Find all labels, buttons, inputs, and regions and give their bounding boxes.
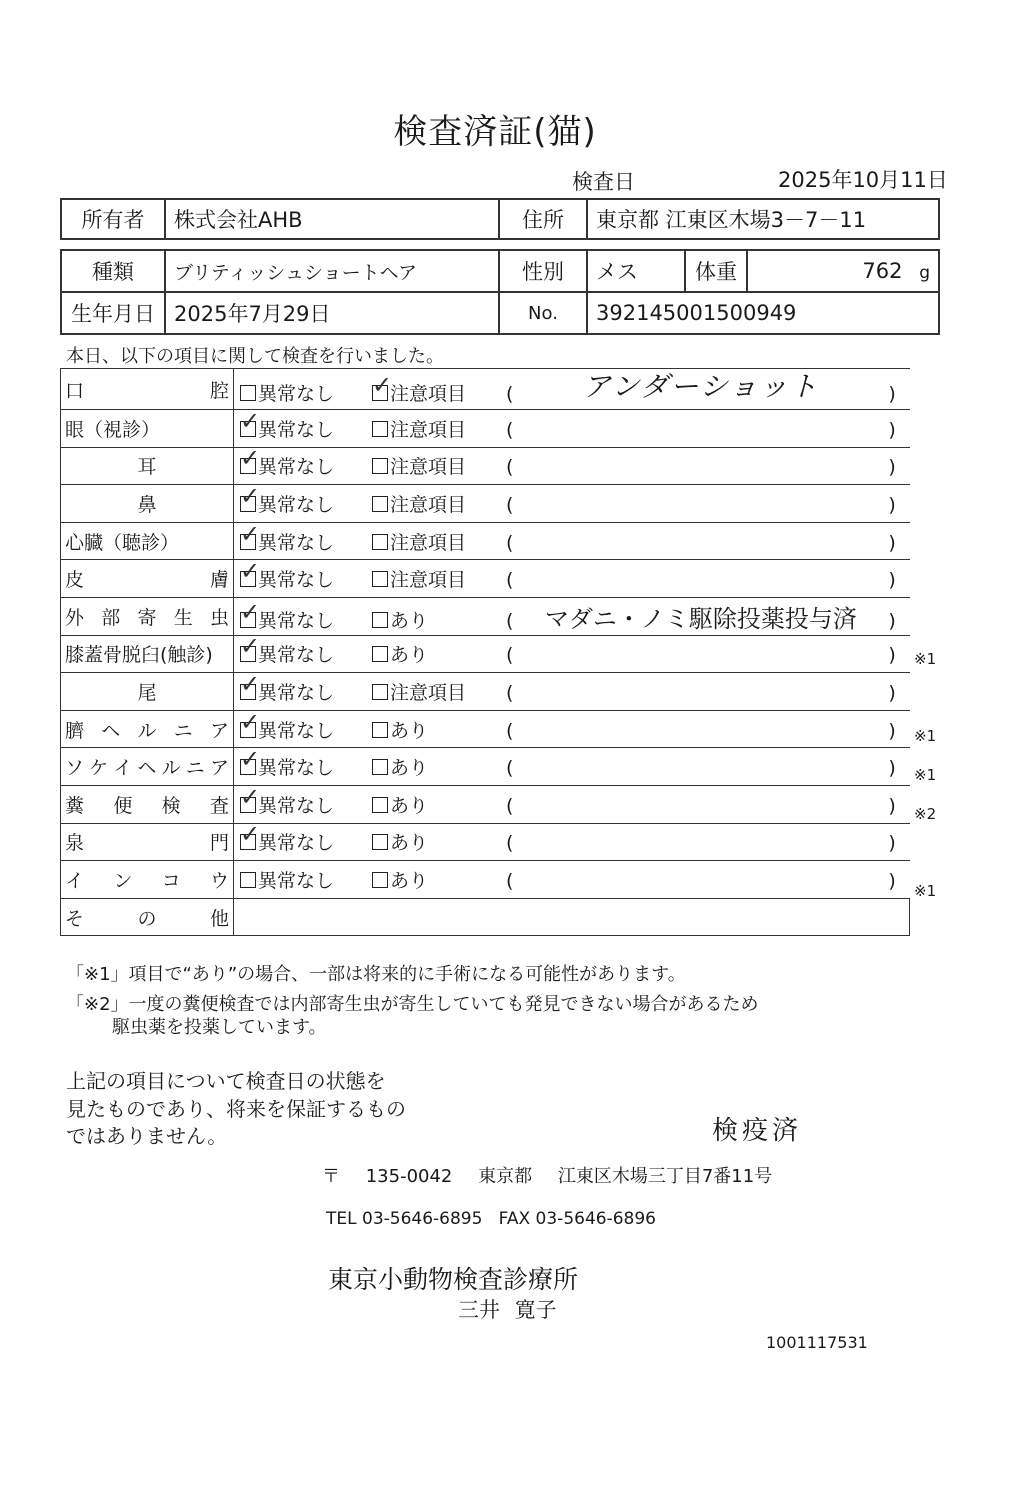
paren-close: ) xyxy=(888,757,896,780)
exam-result xyxy=(234,669,910,711)
exam-item-name: 尾 xyxy=(137,681,157,704)
exam-item-char: ア xyxy=(209,719,229,742)
weight-unit: g xyxy=(919,263,930,283)
option-label: あり xyxy=(390,794,429,817)
intro-text: 本日、以下の項目に関して検査を行いました。 xyxy=(66,346,444,367)
option-label: 異常なし xyxy=(258,832,335,855)
option-label: あり xyxy=(390,869,429,892)
exam-item-text xyxy=(65,866,229,893)
paren-open: ( xyxy=(506,794,514,817)
exam-row xyxy=(61,485,910,523)
check-mark-icon: ✓ xyxy=(240,519,261,548)
paren-open: ( xyxy=(506,869,514,892)
option-normal xyxy=(240,866,372,893)
paren-close: ) xyxy=(888,383,896,405)
footnote-mark: ※1 xyxy=(914,766,937,784)
exam-item-name: 耳 xyxy=(137,456,157,479)
checkbox xyxy=(372,612,388,628)
option-label: あり xyxy=(390,609,429,632)
exam-item-char: 口 xyxy=(65,379,85,402)
owner-table xyxy=(60,198,940,240)
exam-item-label xyxy=(61,485,234,523)
exam-item-text xyxy=(65,490,229,517)
option-second xyxy=(372,452,506,479)
exam-item-char: ン xyxy=(113,869,133,892)
checkbox xyxy=(372,496,388,512)
option-second xyxy=(372,606,506,633)
exam-item-text xyxy=(65,678,229,705)
exam-result xyxy=(234,782,910,823)
exam-item-text xyxy=(65,904,229,931)
exam-note: マダニ・ノミ駆除投薬投与済 xyxy=(544,604,857,633)
weight-value: 762 xyxy=(862,259,903,283)
option-label: 異常なし xyxy=(258,383,335,405)
option-normal xyxy=(240,379,372,406)
exam-date: 2025年10月11日 xyxy=(778,168,948,192)
exam-row xyxy=(61,673,910,711)
option-second xyxy=(372,678,506,705)
checkbox xyxy=(372,421,388,437)
paren-close: ) xyxy=(888,456,896,479)
checkbox xyxy=(240,872,256,888)
exam-item-char: ヘ xyxy=(101,719,121,742)
check-mark-icon: ✓ xyxy=(240,669,261,698)
exam-result xyxy=(234,597,910,635)
option-normal xyxy=(240,820,372,855)
option-label: 異常なし xyxy=(258,757,335,780)
exam-item-label xyxy=(61,447,234,485)
option-second xyxy=(372,371,506,406)
exam-result xyxy=(234,406,910,448)
exam-item-char: 腔 xyxy=(209,379,229,402)
exam-item-char: 寄 xyxy=(137,606,157,629)
veterinarian-name: 三井 寛子 xyxy=(458,1298,557,1322)
option-label: 注意項目 xyxy=(390,456,467,479)
exam-item-char: の xyxy=(137,907,157,930)
checkbox xyxy=(372,759,388,775)
disclaimer xyxy=(66,1068,406,1151)
exam-item-char: ソ xyxy=(65,757,85,780)
exam-item-char: 生 xyxy=(173,606,193,629)
paren-close: ) xyxy=(888,794,896,817)
exam-result xyxy=(234,519,910,560)
exam-item-label xyxy=(61,748,234,786)
exam-note: アンダーショット xyxy=(582,370,820,403)
paren-open: ( xyxy=(506,383,514,405)
option-label: 異常なし xyxy=(258,681,335,704)
option-label: 異常なし xyxy=(258,869,335,892)
exam-item-char: そ xyxy=(65,907,85,930)
paren-close: ) xyxy=(888,569,896,592)
exam-item-char: 皮 xyxy=(65,569,85,592)
no-label: No. xyxy=(499,292,587,334)
check-mark-icon: ✓ xyxy=(240,782,261,811)
check-mark-icon: ✓ xyxy=(240,632,261,661)
option-label: 異常なし xyxy=(258,719,335,742)
exam-item-text xyxy=(65,565,229,592)
option-label: 異常なし xyxy=(258,531,335,554)
paren-open: ( xyxy=(506,757,514,780)
tel: TEL 03-5646-6895 xyxy=(326,1209,483,1229)
option-normal xyxy=(240,597,372,633)
clinic-address: 東京都 江東区木場三丁目7番11号 xyxy=(478,1166,773,1187)
disclaimer-line: ではありません。 xyxy=(66,1124,228,1148)
exam-item-char: 虫 xyxy=(209,606,229,629)
checkbox xyxy=(372,534,388,550)
exam-item-char: 泉 xyxy=(65,832,85,855)
check-mark-icon: ✓ xyxy=(240,444,261,473)
animal-table xyxy=(60,249,940,335)
paren-open: ( xyxy=(506,681,514,704)
exam-item-label xyxy=(61,861,234,899)
exam-item-char: イ xyxy=(65,869,85,892)
exam-item-text xyxy=(65,603,229,630)
option-second xyxy=(372,866,506,893)
exam-item-label xyxy=(61,785,234,823)
exam-item-text xyxy=(65,528,229,555)
paren-open: ( xyxy=(506,493,514,516)
check-mark-icon: ✓ xyxy=(240,707,261,736)
breed-value: ブリティッシュショートヘア xyxy=(165,250,499,292)
exam-item-char: ア xyxy=(209,757,229,780)
exam-item-char: ニ xyxy=(173,719,193,742)
checkbox xyxy=(372,872,388,888)
exam-item-label xyxy=(61,410,234,448)
paren-open: ( xyxy=(506,569,514,592)
address-value: 東京都 江東区木場3－7－11 xyxy=(587,199,939,239)
exam-row xyxy=(61,635,910,673)
option-second xyxy=(372,791,506,818)
exam-item-char: 部 xyxy=(101,606,121,629)
footnote-2: 「※2」一度の糞便検査では内部寄生虫が寄生していても発見できない場合があるため xyxy=(66,994,759,1015)
footnote-mark: ※2 xyxy=(914,804,937,823)
exam-result xyxy=(234,632,910,673)
option-label: 異常なし xyxy=(258,493,335,516)
option-normal xyxy=(240,557,372,592)
exam-item-text xyxy=(65,716,229,743)
checkbox xyxy=(372,834,388,850)
exam-item-label xyxy=(61,898,234,936)
option-normal xyxy=(240,444,372,479)
weight-label: 体重 xyxy=(685,250,747,292)
dob-value: 2025年7月29日 xyxy=(165,292,499,334)
exam-result xyxy=(234,745,910,786)
option-normal xyxy=(240,669,372,705)
serial-number: 1001117531 xyxy=(766,1333,868,1352)
exam-date-label: 検査日 xyxy=(572,170,635,194)
paren-close: ) xyxy=(888,418,896,441)
exam-item-text xyxy=(65,452,229,479)
option-second xyxy=(372,828,506,855)
exam-row xyxy=(61,785,910,823)
check-mark-icon: ✓ xyxy=(240,820,261,849)
option-normal xyxy=(240,406,372,442)
option-normal xyxy=(240,707,372,743)
exam-table xyxy=(60,368,910,936)
paren-open: ( xyxy=(506,456,514,479)
paren-close: ) xyxy=(888,869,896,892)
quarantine-stamp: 検疫済 xyxy=(712,1116,803,1146)
paren-open: ( xyxy=(506,609,514,632)
option-label: あり xyxy=(390,757,429,780)
exam-item-name: 膝蓋骨脱臼(触診) xyxy=(65,644,213,667)
exam-row xyxy=(61,861,910,899)
footnote-1: 「※1」項目で“あり”の場合、一部は将来的に手術になる可能性があります。 xyxy=(66,964,686,985)
paren-close: ) xyxy=(888,832,896,855)
exam-item-name: 鼻 xyxy=(137,493,157,516)
check-mark-icon: ✓ xyxy=(240,406,261,435)
dob-label: 生年月日 xyxy=(61,292,165,334)
exam-item-text xyxy=(65,828,229,855)
option-normal xyxy=(240,632,372,667)
exam-item-name: 眼（視診） xyxy=(65,418,161,441)
exam-item-char: ニ xyxy=(185,757,205,780)
exam-item-char: 外 xyxy=(65,606,85,629)
checkbox xyxy=(372,797,388,813)
option-normal xyxy=(240,481,372,517)
exam-item-char: 膚 xyxy=(209,569,229,592)
other-value xyxy=(234,898,910,936)
exam-item-text xyxy=(65,753,229,780)
contact-line xyxy=(326,1209,656,1229)
exam-item-text xyxy=(65,415,229,442)
exam-item-char: ヘ xyxy=(137,757,157,780)
postal-code: 〒 135-0042 xyxy=(322,1166,453,1187)
option-label: 異常なし xyxy=(258,569,335,592)
checkbox xyxy=(372,684,388,700)
exam-item-char: イ xyxy=(113,757,133,780)
document-title: 検査済証(猫) xyxy=(393,112,597,152)
option-label: 異常なし xyxy=(258,644,335,667)
check-mark-icon: ✓ xyxy=(240,597,261,626)
paren-close: ) xyxy=(888,493,896,516)
exam-item-label xyxy=(61,597,234,635)
exam-item-char: 検 xyxy=(161,794,181,817)
paren-close: ) xyxy=(888,609,896,632)
option-label: 異常なし xyxy=(258,794,335,817)
exam-item-char: 査 xyxy=(209,794,229,817)
exam-result xyxy=(234,557,910,598)
paren-close: ) xyxy=(888,719,896,742)
exam-item-label xyxy=(61,673,234,711)
exam-row xyxy=(61,447,910,485)
exam-item-label xyxy=(61,635,234,673)
exam-row-other xyxy=(61,898,910,936)
option-label: あり xyxy=(390,832,429,855)
sex-label: 性別 xyxy=(499,250,587,292)
footnote-mark: ※1 xyxy=(914,649,937,668)
exam-row xyxy=(61,710,910,748)
option-second xyxy=(372,716,506,743)
option-label: あり xyxy=(390,719,429,742)
option-label: 注意項目 xyxy=(390,531,467,554)
address-label: 住所 xyxy=(499,199,587,239)
option-label: 注意項目 xyxy=(390,681,467,704)
option-normal xyxy=(240,745,372,780)
check-mark-icon: ✓ xyxy=(240,481,261,510)
checkbox xyxy=(372,571,388,587)
exam-row xyxy=(61,748,910,786)
option-second xyxy=(372,415,506,442)
fax: FAX 03-5646-6896 xyxy=(498,1209,656,1229)
option-second xyxy=(372,490,506,517)
exam-item-label xyxy=(61,560,234,598)
disclaimer-line: 見たものであり、将来を保証するもの xyxy=(66,1096,406,1121)
option-second xyxy=(372,640,506,667)
paren-close: ) xyxy=(888,681,896,704)
exam-item-char: ケ xyxy=(89,757,109,780)
exam-result xyxy=(234,820,910,861)
exam-item-char: ル xyxy=(137,719,157,742)
option-label: 注意項目 xyxy=(390,418,467,441)
clinic-name: 東京小動物検査診療所 xyxy=(328,1265,579,1294)
exam-item-char: 便 xyxy=(113,794,133,817)
exam-item-char: 臍 xyxy=(65,719,85,742)
disclaimer-line: 上記の項目について検査日の状態を xyxy=(66,1069,386,1093)
weight-cell xyxy=(747,250,939,292)
paren-open: ( xyxy=(506,531,514,554)
exam-item-char: 門 xyxy=(209,832,229,855)
option-label: 注意項目 xyxy=(390,383,467,405)
check-mark-icon: ✓ xyxy=(240,745,261,774)
paren-close: ) xyxy=(888,644,896,667)
exam-result xyxy=(234,444,910,485)
exam-item-text xyxy=(65,791,229,818)
breed-label: 種類 xyxy=(61,250,165,292)
option-second xyxy=(372,753,506,780)
exam-item-label xyxy=(61,522,234,560)
footnote-mark: ※1 xyxy=(914,727,937,746)
check-mark-icon: ✓ xyxy=(240,557,261,586)
exam-item-char: コ xyxy=(161,869,181,892)
exam-item-char: 糞 xyxy=(65,794,85,817)
checkbox xyxy=(372,722,388,738)
paren-open: ( xyxy=(506,418,514,441)
exam-row xyxy=(61,597,910,635)
paren-close: ) xyxy=(888,531,896,554)
check-mark-icon: ✓ xyxy=(372,371,393,399)
exam-item-text xyxy=(65,376,229,403)
exam-row xyxy=(61,560,910,598)
exam-item-char: 他 xyxy=(209,907,229,930)
footnote-2-cont: 駆虫薬を投薬しています。 xyxy=(112,1017,327,1038)
paren-open: ( xyxy=(506,832,514,855)
exam-item-label xyxy=(61,823,234,861)
option-label: 異常なし xyxy=(258,456,335,479)
exam-row xyxy=(61,369,910,410)
exam-result xyxy=(234,707,910,748)
paren-open: ( xyxy=(506,644,514,667)
exam-item-name: 心臓（聴診） xyxy=(65,531,180,554)
footnote-mark: ※1 xyxy=(914,882,937,901)
paren-open: ( xyxy=(506,719,514,742)
exam-row xyxy=(61,410,910,448)
option-second xyxy=(372,528,506,555)
owner-value: 株式会社AHB xyxy=(165,199,499,239)
option-normal xyxy=(240,519,372,555)
option-label: 異常なし xyxy=(258,418,335,441)
sex-value: メス xyxy=(587,250,685,292)
option-label: 異常なし xyxy=(258,609,335,632)
exam-row xyxy=(61,823,910,861)
option-label: 注意項目 xyxy=(390,569,467,592)
exam-result xyxy=(234,861,910,899)
exam-item-char: ウ xyxy=(209,869,229,892)
checkbox xyxy=(372,458,388,474)
option-second xyxy=(372,565,506,592)
exam-item-char: ル xyxy=(161,757,181,780)
exam-row xyxy=(61,522,910,560)
option-normal xyxy=(240,782,372,818)
owner-label: 所有者 xyxy=(61,199,165,239)
option-label: 注意項目 xyxy=(390,493,467,516)
checkbox xyxy=(372,646,388,662)
exam-item-text xyxy=(65,640,229,667)
exam-item-label xyxy=(61,369,234,410)
checkbox xyxy=(240,385,256,401)
option-label: あり xyxy=(390,644,429,667)
exam-result xyxy=(234,369,910,410)
clinic-address-line xyxy=(322,1162,772,1188)
exam-item-label xyxy=(61,710,234,748)
no-value: 392145001500949 xyxy=(587,292,939,334)
exam-result xyxy=(234,481,910,523)
